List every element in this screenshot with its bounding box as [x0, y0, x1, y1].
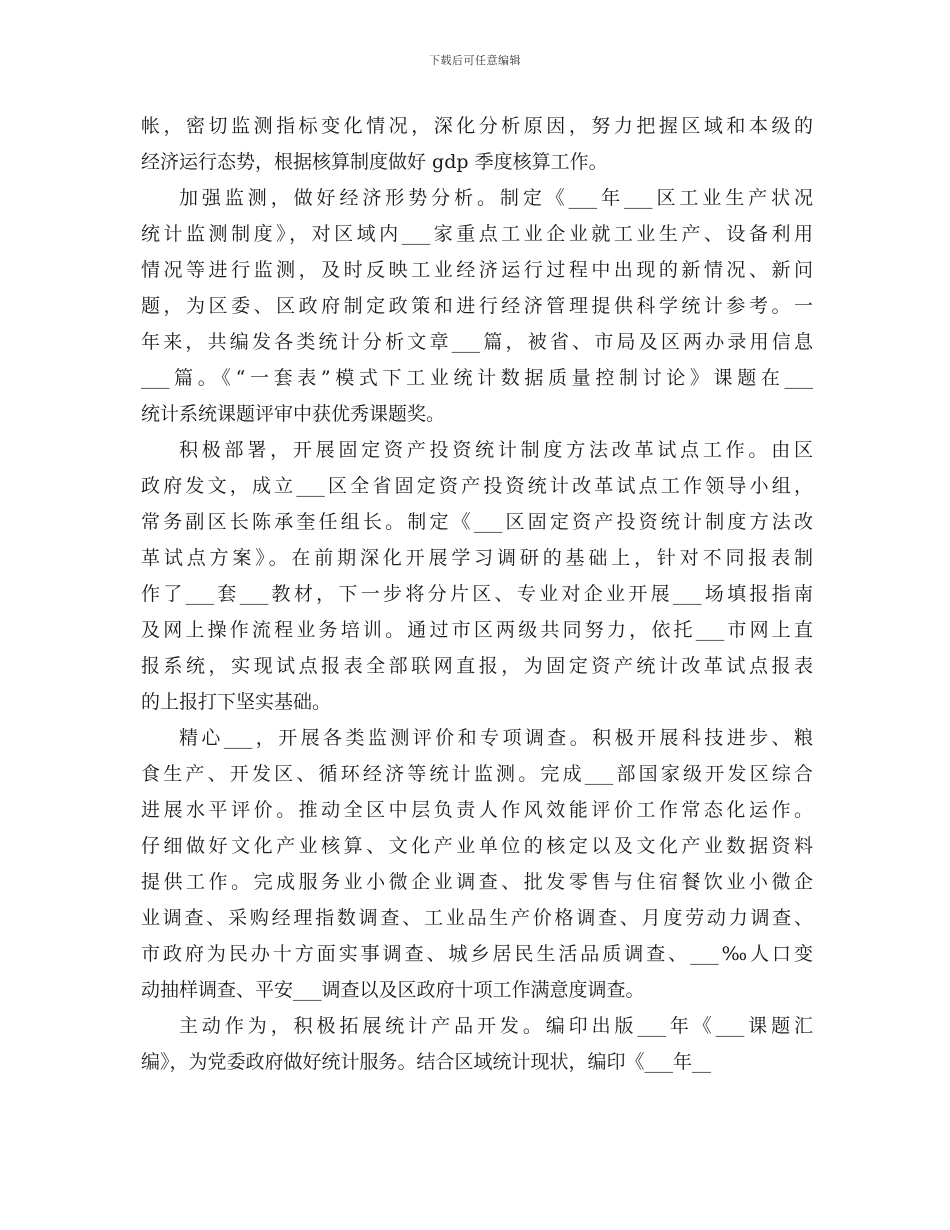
header-note: 下载后可任意编辑 [429, 54, 521, 67]
text-line: 进展水平评价。推动全区中层负责人作风效能评价工作常态化运作。 [141, 799, 813, 821]
text-line: 报系统，实现试点报表全部联网直报，为固定资产统计改革试点报表 [141, 655, 813, 677]
text-line: 题，为区委、区政府制定政策和进行经济管理提供科学统计参考。一 [141, 295, 813, 317]
text-line: 常务副区长陈承奎任组长。制定《___区固定资产投资统计制度方法改 [141, 511, 813, 533]
text-line: 仔细做好文化产业核算、文化产业单位的核定以及文化产业数据资料 [141, 835, 813, 857]
text-line: 革试点方案》。在前期深化开展学习调研的基础上，针对不同报表制 [141, 547, 813, 569]
text-line: ___篇。《“一套表”模式下工业统计数据质量控制讨论》课题在___ [141, 367, 813, 389]
paragraph-start-line: 积极部署，开展固定资产投资统计制度方法改革试点工作。由区 [179, 439, 813, 461]
text-line: 的上报打下坚实基础。 [141, 691, 332, 713]
paragraph-start-line: 主动作为，积极拓展统计产品开发。编印出版___年《___课题汇 [179, 1015, 813, 1037]
text-line: 经济运行态势，根据核算制度做好 gdp 季度核算工作。 [141, 151, 608, 173]
text-line: 及网上操作流程业务培训。通过市区两级共同努力，依托___市网上直 [141, 619, 813, 641]
text-line: 情况等进行监测，及时反映工业经济运行过程中出现的新情况、新问 [141, 259, 813, 281]
text-line: 统计监测制度》，对区域内___家重点工业企业就工业生产、设备利用 [141, 223, 813, 245]
text-line: 年来，共编发各类统计分析文章___篇，被省、市局及区两办录用信息 [141, 331, 813, 353]
text-line: 编》，为党委政府做好统计服务。结合区域统计现状，编印《___年__ [141, 1051, 712, 1073]
text-line: 提供工作。完成服务业小微企业调查、批发零售与住宿餐饮业小微企 [141, 871, 813, 893]
text-line: 业调查、采购经理指数调查、工业品生产价格调查、月度劳动力调查、 [141, 907, 813, 929]
paragraph-start-line: 加强监测，做好经济形势分析。制定《___年___区工业生产状况 [179, 187, 813, 209]
text-line: 作了___套___教材，下一步将分片区、专业对企业开展___场填报指南 [141, 583, 813, 605]
text-line: 统计系统课题评审中获优秀课题奖。 [141, 403, 446, 425]
text-line: 政府发文，成立___区全省固定资产投资统计改革试点工作领导小组， [141, 475, 813, 497]
text-line: 食生产、开发区、循环经济等统计监测。完成___部国家级开发区综合 [141, 763, 813, 785]
text-line: 动抽样调查、平安___调查以及区政府十项工作满意度调查。 [141, 979, 645, 1001]
text-line: 市政府为民办十方面实事调查、城乡居民生活品质调查、___‰人口变 [141, 943, 813, 965]
paragraph-start-line: 精心___，开展各类监测评价和专项调查。积极开展科技进步、粮 [179, 727, 813, 749]
document-body [141, 108, 813, 1080]
text-line: 帐，密切监测指标变化情况，深化分析原因，努力把握区域和本级的 [141, 115, 813, 137]
